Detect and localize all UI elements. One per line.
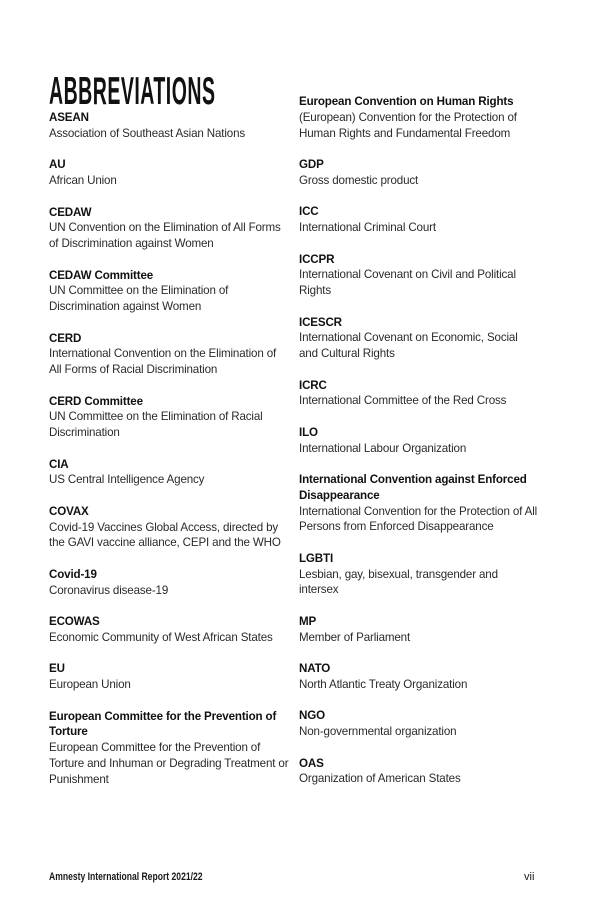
abbreviation-term: ICCPR (299, 252, 335, 266)
abbreviation-entry (49, 567, 289, 599)
abbreviations-left-column (49, 110, 289, 803)
abbreviation-definition: UN Committee on the Elimination of Racial Discrimination (49, 410, 263, 439)
abbreviation-entry (49, 331, 289, 378)
abbreviation-definition: International Convention on the Elimination of All Forms of Racial Discrimination (49, 347, 277, 376)
abbreviation-term: ILO (299, 425, 318, 439)
abbreviation-term: European Committee for the Prevention of Torture (49, 709, 277, 739)
abbreviation-entry (49, 157, 289, 189)
abbreviation-definition: UN Committee on the Elimination of Discrimination against Women (49, 284, 229, 313)
abbreviation-definition: International Covenant on Civil and Political Rights (299, 268, 516, 297)
abbreviation-term: European Convention on Human Rights (299, 95, 514, 108)
abbreviation-definition: International Convention for the Protection of All Persons from Enforced Disappearance (299, 504, 538, 534)
abbreviation-term: LGBTI (299, 551, 334, 565)
abbreviation-definition: European Committee for the Prevention of Torture and Inhuman or Degrading Treatment or Punishment (49, 741, 289, 786)
abbreviation-definition: US Central Intelligence Agency (49, 473, 205, 487)
abbreviation-definition: Gross domestic product (299, 173, 419, 187)
abbreviation-entry (299, 661, 539, 693)
abbreviation-definition: International Criminal Court (299, 221, 436, 234)
abbreviation-term: NATO (299, 662, 331, 675)
abbreviation-term: EU (49, 662, 65, 676)
abbreviation-entry (299, 204, 539, 236)
abbreviation-definition: Economic Community of West African States (49, 630, 273, 644)
abbreviation-term: ECOWAS (49, 615, 100, 628)
abbreviation-definition: North Atlantic Treaty Organization (299, 677, 468, 691)
abbreviation-term: MP (299, 614, 317, 628)
abbreviation-entry (49, 661, 289, 693)
abbreviation-entry (49, 709, 289, 788)
abbreviation-term: ASEAN (49, 111, 89, 124)
abbreviation-definition: (European) Convention for the Protection of Human Rights and Fundamental Freedom (299, 110, 517, 140)
abbreviation-definition: Lesbian, gay, bisexual, transgender and intersex (299, 567, 498, 597)
abbreviation-entry (299, 472, 539, 535)
abbreviation-entry (299, 551, 539, 598)
abbreviation-entry (49, 504, 289, 551)
abbreviation-entry (49, 614, 289, 646)
abbreviation-entry (49, 394, 289, 441)
abbreviation-term: ICESCR (299, 315, 342, 329)
abbreviation-definition: Association of Southeast Asian Nations (49, 126, 246, 140)
abbreviation-entry (49, 457, 289, 489)
abbreviation-definition: Covid-19 Vaccines Global Access, directed by the GAVI vaccine alliance, CEPI and the WHO (49, 520, 281, 550)
abbreviation-definition: International Labour Organization (299, 441, 467, 455)
abbreviation-definition: African Union (49, 174, 117, 187)
abbreviation-term: CEDAW Committee (49, 268, 154, 282)
abbreviation-term: ICRC (299, 378, 327, 392)
abbreviation-entry (299, 94, 539, 141)
abbreviation-term: GDP (299, 158, 324, 171)
abbreviation-definition: European Union (49, 678, 131, 691)
page-title: ABBREVIATIONS (49, 70, 216, 114)
abbreviation-entry (299, 756, 539, 788)
abbreviation-term: CIA (49, 457, 69, 471)
abbreviation-term: CERD (49, 331, 82, 345)
abbreviation-entry (299, 252, 539, 299)
abbreviation-term: CERD Committee (49, 394, 143, 408)
abbreviation-definition: Non-governmental organization (299, 725, 457, 738)
abbreviation-entry (299, 378, 539, 410)
abbreviation-definition: International Committee of the Red Cross (299, 394, 507, 408)
abbreviation-term: COVAX (49, 504, 89, 518)
abbreviation-entry (49, 205, 289, 252)
abbreviation-entry (299, 614, 539, 646)
abbreviation-definition: Coronavirus disease-19 (49, 583, 169, 597)
abbreviation-definition: International Covenant on Economic, Social and Cultural Rights (299, 331, 518, 360)
abbreviation-term: NGO (299, 709, 325, 723)
footer-report-title: Amnesty International Report 2021/22 (49, 871, 203, 883)
abbreviation-entry (49, 268, 289, 315)
abbreviation-entry (299, 708, 539, 740)
abbreviation-entry (299, 315, 539, 362)
abbreviation-term: OAS (299, 756, 324, 770)
abbreviation-term: ICC (299, 205, 319, 219)
abbreviation-entry (299, 425, 539, 457)
abbreviation-definition: Member of Parliament (299, 630, 411, 644)
abbreviation-term: Covid-19 (49, 567, 97, 581)
abbreviation-term: International Convention against Enforced Disappearance (299, 473, 527, 502)
abbreviation-entry (49, 110, 289, 142)
abbreviation-definition: UN Convention on the Elimination of All Forms of Discrimination against Women (49, 221, 281, 250)
abbreviation-definition: Organization of American States (299, 772, 461, 786)
abbreviation-term: AU (49, 158, 66, 172)
abbreviations-right-column (299, 94, 539, 803)
abbreviation-entry (299, 157, 539, 189)
abbreviation-term: CEDAW (49, 205, 92, 219)
page-number: vii (524, 871, 535, 883)
